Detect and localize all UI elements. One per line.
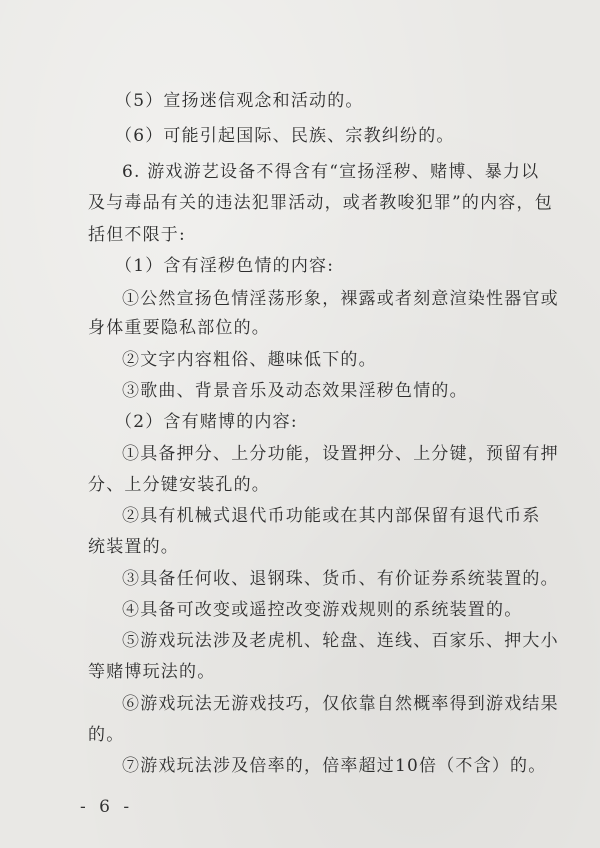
- text-line: （2）含有赌博的内容:: [115, 412, 298, 432]
- text-line: 及与毒品有关的违法犯罪活动，或者教唆犯罪”的内容，包: [88, 193, 553, 213]
- text-line: ⑦游戏玩法涉及倍率的，倍率超过10倍（不含）的。: [122, 756, 547, 776]
- text-line: ②具有机械式退代币功能或在其内部保留有退代币系: [122, 506, 541, 526]
- text-line: ④具备可改变或遥控改变游戏规则的系统装置的。: [122, 600, 523, 620]
- text-line: ①具备押分、上分功能，设置押分、上分键，预留有押: [122, 444, 559, 464]
- text-line: 括但不限于:: [88, 225, 186, 245]
- text-line: （1）含有淫秽色情的内容:: [115, 256, 335, 276]
- text-line: 的。: [88, 725, 125, 745]
- text-line: 6. 游戏游艺设备不得含有“宣扬淫秽、赌博、暴力以: [122, 162, 540, 182]
- text-line: ⑤游戏玩法涉及老虎机、轮盘、连线、百家乐、押大小: [122, 631, 559, 651]
- text-line: ②文字内容粗俗、趣味低下的。: [122, 350, 377, 370]
- text-line: 分、上分键安装孔的。: [88, 475, 270, 495]
- text-line: ③具备任何收、退钢珠、货币、有价证券系统装置的。: [122, 569, 559, 589]
- text-line: ①公然宣扬色情淫荡形象，裸露或者刻意渲染性器官或: [122, 289, 559, 309]
- text-line: ⑥游戏玩法无游戏技巧，仅依靠自然概率得到游戏结果: [122, 694, 559, 714]
- text-line: 等赌博玩法的。: [88, 662, 216, 682]
- text-line: ③歌曲、背景音乐及动态效果淫秽色情的。: [122, 381, 468, 401]
- text-line: 身体重要隐私部位的。: [88, 318, 270, 338]
- text-line: （5）宣扬迷信观念和活动的。: [115, 91, 364, 111]
- text-line: （6）可能引起国际、民族、宗教纠纷的。: [115, 126, 455, 146]
- page-number: - 6 -: [80, 797, 134, 817]
- text-line: 统装置的。: [88, 537, 179, 557]
